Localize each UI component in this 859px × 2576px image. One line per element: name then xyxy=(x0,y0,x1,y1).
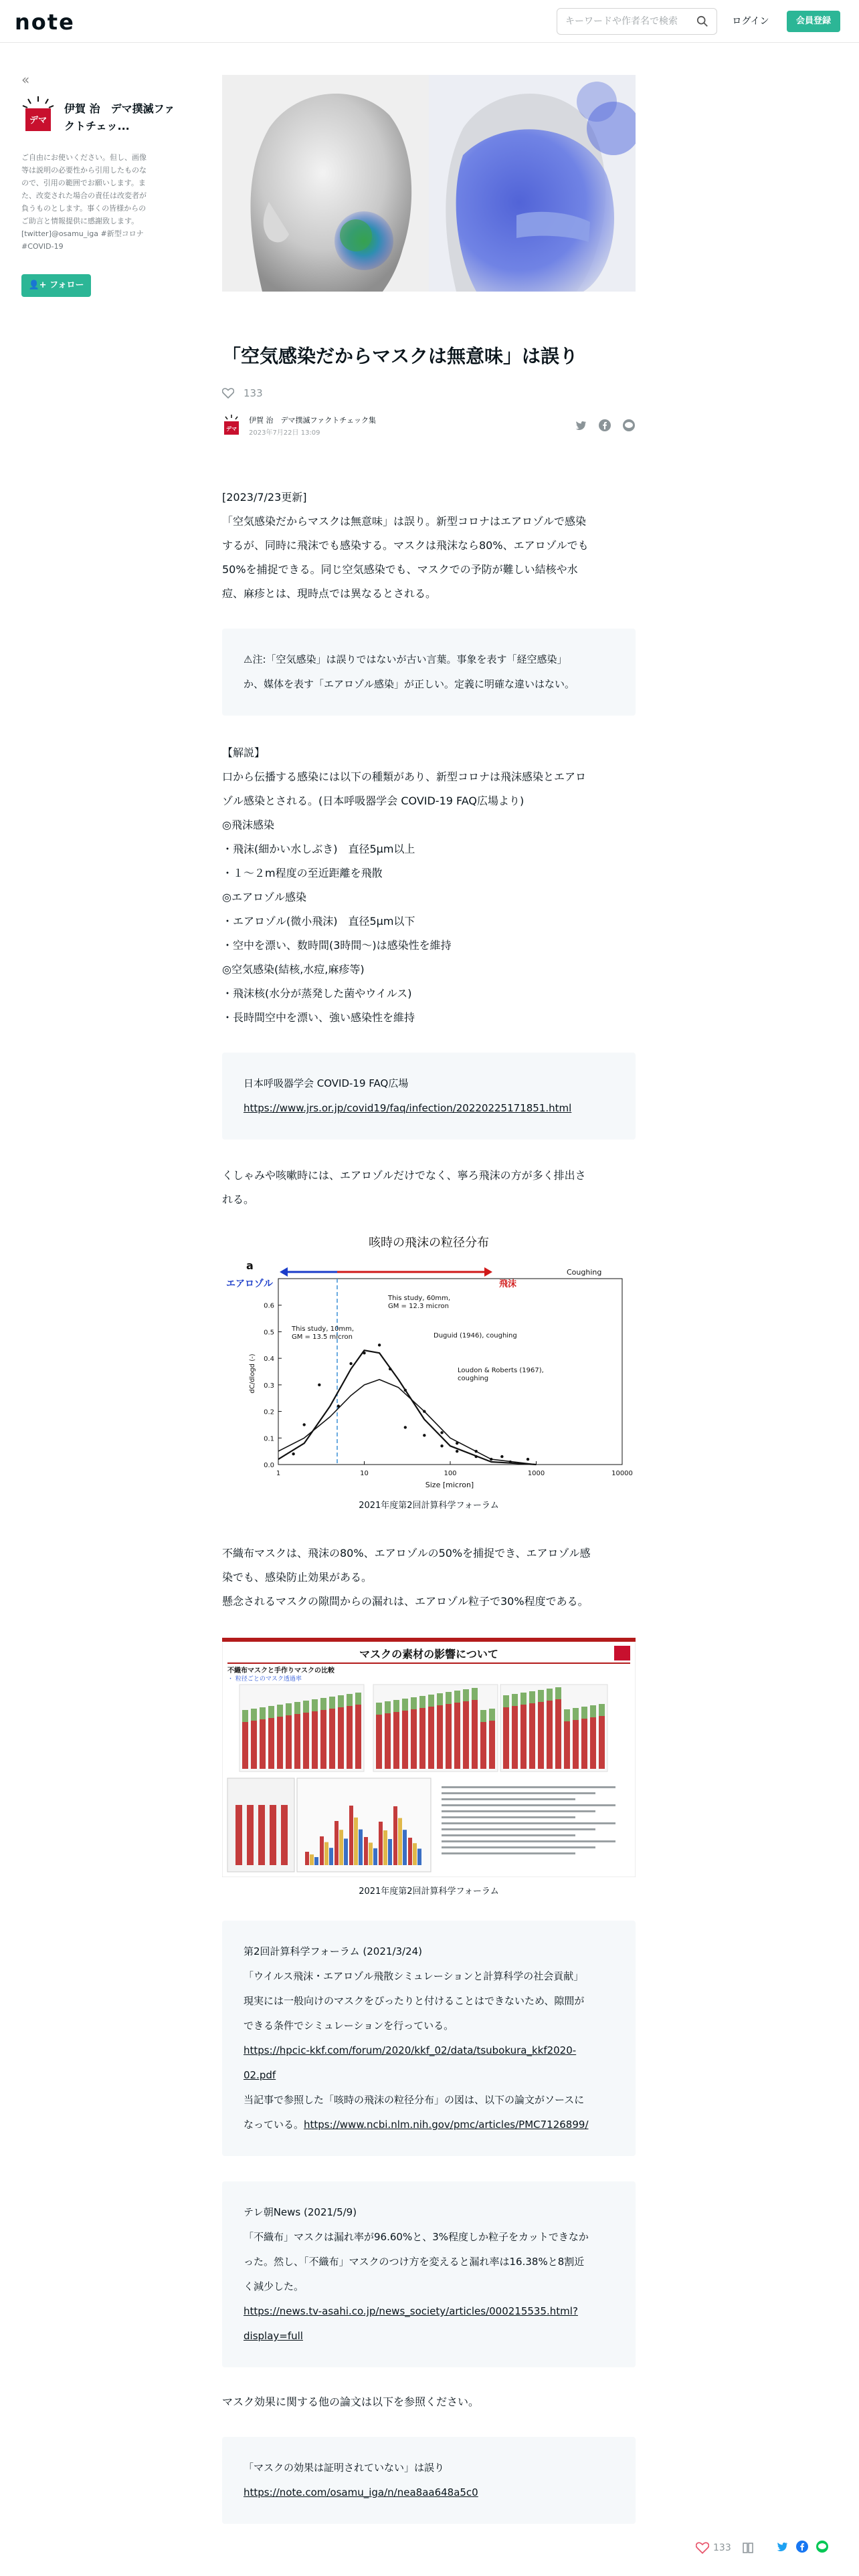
slide-bar-cap xyxy=(446,1692,452,1704)
line-icon[interactable] xyxy=(622,419,636,432)
slide-bar xyxy=(281,1805,288,1865)
author-avatar-small[interactable] xyxy=(222,415,241,436)
add-user-icon: 👤+ xyxy=(28,280,47,290)
figure1-caption: 2021年度第2回計算科学フォーラム xyxy=(359,1501,499,1511)
slide-bar-cap xyxy=(312,1699,318,1711)
particle-size-chart xyxy=(222,1230,636,1491)
slide-text-line xyxy=(442,1840,615,1842)
slide-bar-cap xyxy=(402,1699,408,1711)
slide-bar-cap xyxy=(277,1705,283,1717)
slide-bar xyxy=(555,1699,561,1769)
series-point-3 xyxy=(474,1455,477,1458)
slide-bar xyxy=(303,1713,309,1769)
follow-button[interactable]: 👤+ フォロー xyxy=(21,274,91,297)
slide-bar-cap xyxy=(320,1698,326,1710)
slide-bar-cap xyxy=(599,1704,605,1716)
series-point-2 xyxy=(349,1362,352,1365)
line-share-icon[interactable] xyxy=(816,2540,829,2556)
slide-bar-cap xyxy=(419,1696,425,1708)
slide-bar-cap xyxy=(268,1706,274,1718)
y-axis-label: dC/dlogd (-) xyxy=(249,1354,256,1394)
article-title: 「空気感染だからマスクは無意味」は誤り xyxy=(222,345,579,367)
slide-panel xyxy=(373,1685,498,1772)
slide-bar-cap xyxy=(489,1709,495,1721)
slide-bar xyxy=(446,1704,452,1769)
series-point-2 xyxy=(378,1344,381,1346)
series-point-2 xyxy=(527,1458,529,1461)
slide-bar xyxy=(369,1842,373,1865)
series-point-3 xyxy=(440,1444,443,1447)
slide-bar-cap xyxy=(529,1691,535,1703)
hero-image xyxy=(222,75,636,292)
slide-bar-cap xyxy=(480,1710,486,1722)
slide-bar xyxy=(454,1703,460,1769)
figure-mask-material xyxy=(222,1638,636,1897)
slide-bar xyxy=(472,1700,478,1769)
slide-bar xyxy=(417,1848,421,1865)
series-point-2 xyxy=(337,1404,340,1407)
search-box[interactable] xyxy=(557,8,717,35)
x-tick-label: 10 xyxy=(360,1470,369,1477)
like-count: 133 xyxy=(244,387,263,399)
slide-bar xyxy=(268,1718,274,1769)
slide-bar xyxy=(564,1721,570,1769)
slide-bar xyxy=(581,1719,587,1769)
slide-text-line xyxy=(442,1834,575,1836)
bottom-action-bar xyxy=(696,2535,856,2561)
login-button[interactable]: ログイン xyxy=(732,16,769,27)
mask-paragraph: 不織布マスクは、飛沫の80%、エアロゾルの50%を捕捉でき、エアロゾル感 染でも、感染防止効果がある。 懸念されるマスクの隙間からの漏れは、エアロゾル粒子で30%程度である。 xyxy=(222,1547,591,1608)
svg-text:マスクの素材の影響について: マスクの素材の影響について xyxy=(359,1648,498,1660)
slide-bar-cap xyxy=(503,1695,509,1707)
slide-bar xyxy=(344,1838,348,1865)
twitter-share-icon[interactable] xyxy=(775,2540,789,2556)
explanation-section: 【解説】 口から伝播する感染には以下の種類があり、新型コロナは飛沫感染とエアロ ゾル感染とされる。(日本呼吸器学会 COVID-19 FAQ広場より) ◎飛沫感染 ・飛沫(細かい水しぶき) 直径5μm以上 ・１〜２m程度の至近距離を飛散 ◎エアロゾル感染 ・エアロゾル(微小飛沫) 直径5μm以下 ・空中を漂い、数時間(3時間〜)は感染性を維持 ◎空気感染(結核,水痘,麻疹等) ・飛沫核(水分が蒸発した菌やウイルス) ・長時間空中を漂い、強い感染性を維持 xyxy=(222,746,587,1024)
slide-bar xyxy=(385,1713,391,1769)
slide-bar xyxy=(408,1838,412,1865)
x-tick-label: 1 xyxy=(276,1470,281,1477)
slide-bar xyxy=(355,1705,361,1769)
magazine-icon[interactable] xyxy=(742,2542,755,2554)
article xyxy=(222,75,636,2524)
slide-bar-cap xyxy=(573,1708,579,1720)
coughing-label: Coughing xyxy=(567,1268,602,1277)
droplet-label: 飛沫 xyxy=(499,1279,517,1289)
slide-bar xyxy=(347,1706,353,1769)
annotation-loudon: Loudon & Roberts (1967), xyxy=(458,1367,544,1374)
series-point-2 xyxy=(440,1431,443,1434)
series-point-2 xyxy=(474,1450,477,1453)
x-tick-label: 100 xyxy=(444,1470,457,1477)
sidebar-bio: ご自由にお使いください。但し、画像等は説明の必要性から引用したものなので、引用の範囲でお願いします。また、改変された場合の責任は改変者が負うものとします。事くの皆様からのご助言と情報提供に感謝致します。 [twitter]@osamu_iga #新型コロナ #COVID-19 xyxy=(21,153,147,251)
slide-bar xyxy=(520,1705,527,1769)
slide-bar xyxy=(547,1701,553,1769)
slide-bar xyxy=(312,1711,318,1769)
annotation-60mm-gm: GM = 12.3 micron xyxy=(388,1303,449,1310)
slide-text-line xyxy=(442,1828,595,1830)
y-tick-label: 0.0 xyxy=(264,1462,274,1469)
series-point-3 xyxy=(509,1461,512,1463)
y-tick-label: 0.4 xyxy=(264,1356,274,1364)
slide-bar xyxy=(480,1722,486,1769)
svg-text:デマ: デマ xyxy=(226,426,237,432)
author-avatar[interactable] xyxy=(21,96,55,134)
series-point-2 xyxy=(456,1442,458,1444)
reference-title: 「マスクの効果は証明されていない」は誤り xyxy=(244,2462,445,2474)
reference-link[interactable]: https://news.tv-asahi.co.jp/news_society/articles/000215535.html? xyxy=(244,2305,578,2317)
svg-text:・ 粒径ごとのマスク透過率: ・ 粒径ごとのマスク透過率 xyxy=(227,1676,302,1683)
slide-text-line xyxy=(442,1846,595,1848)
series-point-2 xyxy=(423,1410,425,1412)
slide-bar xyxy=(251,1721,257,1769)
series-point-3 xyxy=(423,1434,425,1436)
site-header xyxy=(0,0,859,43)
slide-bar xyxy=(320,1710,326,1769)
bottom-like-count: 133 xyxy=(713,2543,731,2553)
slide-bar xyxy=(512,1706,518,1769)
slide-bar xyxy=(294,1714,300,1769)
slide-bar xyxy=(339,1830,343,1865)
slide-bar-cap xyxy=(472,1688,478,1700)
facebook-icon[interactable] xyxy=(598,419,611,432)
slide-bar-cap xyxy=(385,1701,391,1713)
search-icon[interactable] xyxy=(696,15,708,27)
slide-bar-cap xyxy=(564,1709,570,1721)
slide-bar xyxy=(413,1843,417,1865)
slide-text-line xyxy=(442,1810,595,1812)
slide-bar-cap xyxy=(294,1702,300,1714)
slide-bar xyxy=(260,1719,266,1769)
slide-bar-cap xyxy=(347,1694,353,1706)
annotation-loudon-2: coughing xyxy=(458,1375,489,1382)
slide-bar xyxy=(599,1716,605,1769)
slide-bar-cap xyxy=(251,1709,257,1721)
slide-bar-cap xyxy=(393,1700,399,1712)
slide-bar xyxy=(310,1854,314,1865)
reference-block-note xyxy=(222,2437,636,2524)
slide-bar xyxy=(242,1722,248,1769)
author-name[interactable]: 伊賀 治 デマ撲滅ファクトチェック集 xyxy=(249,416,376,425)
series-point-3 xyxy=(490,1458,492,1461)
slide-bar xyxy=(393,1806,397,1865)
note-logo[interactable]: note xyxy=(15,9,75,35)
slide-bar xyxy=(354,1818,358,1865)
aerosol-label: エアロゾル xyxy=(226,1279,273,1289)
slide-bar-cap xyxy=(463,1689,469,1701)
y-tick-label: 0.3 xyxy=(264,1382,274,1390)
slide-bar xyxy=(503,1707,509,1769)
reference-block-jrs xyxy=(222,1053,636,1140)
slide-bar-cap xyxy=(538,1690,544,1702)
panel-label: a xyxy=(246,1259,254,1272)
series-point-2 xyxy=(302,1423,305,1426)
reference-link-cont[interactable]: 02.pdf xyxy=(244,2069,276,2081)
annotation-60mm: This study, 60mm, xyxy=(388,1295,451,1302)
collapse-icon[interactable]: « xyxy=(21,72,30,88)
slide-text-line xyxy=(442,1816,575,1818)
slide-bar xyxy=(419,1708,425,1769)
intro-paragraph: [2023/7/23更新] 「空気感染だからマスクは無意味」は誤り。新型コロナはエアロゾルで感染 するが、同時に飛沫でも感染する。マスクは飛沫なら80%、エアロゾルでも 50%を捕捉できる。同じ空気感染でも、マスクでの予防が難しい結核や水 痘、麻疹とは、現時点では異なるとされる。 xyxy=(222,491,589,600)
slide-bar-cap xyxy=(411,1697,417,1709)
slide-bar xyxy=(324,1842,328,1865)
slide-text-line xyxy=(442,1852,575,1854)
slide-bar xyxy=(286,1715,292,1769)
slide-bar-cap xyxy=(286,1703,292,1715)
note-block: ⚠︎注:「空気感染」は誤りではないが古い言葉。事象を表す「経空感染」 か、媒体を表す「エアロゾル感染」が正しい。定義に明確な違いはない。 xyxy=(222,629,636,716)
slide-bar xyxy=(235,1805,242,1865)
series-point-3 xyxy=(456,1450,458,1453)
y-tick-label: 0.6 xyxy=(264,1302,274,1310)
reference-block-tvasahi: テレ朝News (2021/5/9) 「不織布」マスクは漏れ率が96.60%と、3%程度しか粒子をカットできなか った。然し、「不織布」マスクのつけ方を変えると漏れ率は16.38%と8割近 く減少した。 https://news.tv-asahi.co.jp/news_society/articles/000215535.html? display=full xyxy=(222,2181,636,2367)
slide-bar-cap xyxy=(590,1705,596,1717)
slide-bar xyxy=(383,1830,387,1865)
slide-bar xyxy=(364,1837,368,1865)
slide-bar xyxy=(428,1707,434,1769)
reference-link[interactable]: https://hpcic-kkf.com/forum/2020/kkf_02/data/tsubokura_kkf2020- xyxy=(244,2044,577,2056)
facebook-share-icon[interactable] xyxy=(795,2540,809,2556)
slide-bar xyxy=(329,1848,333,1865)
series-point-2 xyxy=(500,1455,503,1458)
slide-bar xyxy=(359,1830,363,1865)
slide-bar-cap xyxy=(581,1707,587,1719)
slide-bar xyxy=(529,1703,535,1769)
figure-particle-size xyxy=(222,1230,636,1511)
y-tick-label: 0.5 xyxy=(264,1329,274,1337)
slide-bar xyxy=(393,1712,399,1769)
slide-bar xyxy=(573,1720,579,1769)
slide-bar xyxy=(590,1717,596,1769)
slide-text-line xyxy=(442,1786,615,1788)
series-point-2 xyxy=(318,1384,320,1386)
slide-bar xyxy=(329,1709,335,1769)
annotation-10mm-gm: GM = 13.5 micron xyxy=(292,1333,353,1341)
slide-bar-cap xyxy=(437,1693,443,1705)
search-input[interactable] xyxy=(565,9,696,34)
series-point-2 xyxy=(404,1389,407,1392)
svg-text:不織布マスクと手作りマスクの比較: 不織布マスクと手作りマスクの比較 xyxy=(227,1667,335,1675)
slide-bar-cap xyxy=(303,1701,309,1713)
series-point-2 xyxy=(389,1368,391,1370)
cough-paragraph: くしゃみや咳嗽時には、エアロゾルだけでなく、寧ろ飛沫の方が多く排出さ れる。 xyxy=(222,1169,586,1206)
series-point-2 xyxy=(363,1352,365,1354)
series-point-2 xyxy=(292,1453,294,1455)
sidebar-author-name[interactable]: 伊賀 治 デマ撲滅ファクトチェッ... xyxy=(64,102,175,132)
other-papers-text: マスク効果に関する他の論文は以下を参照ください。 xyxy=(222,2395,480,2408)
reference-link[interactable]: https://www.jrs.or.jp/covid19/faq/infection/20220225171851.html xyxy=(244,1102,572,1114)
slide-bar xyxy=(402,1711,408,1769)
heart-icon[interactable] xyxy=(222,388,234,399)
slide-bar xyxy=(379,1822,383,1865)
slide-bar xyxy=(373,1848,377,1865)
slide-bar xyxy=(335,1821,339,1865)
slide-bar xyxy=(277,1717,283,1769)
slide-bar-cap xyxy=(555,1687,561,1699)
slide-bar xyxy=(338,1707,344,1769)
slide-bar xyxy=(463,1701,469,1769)
slide-text-line xyxy=(442,1804,615,1806)
heart-icon[interactable] xyxy=(696,2542,709,2554)
series-point-3 xyxy=(404,1426,407,1428)
slide-bar xyxy=(403,1830,407,1865)
author-row xyxy=(222,412,636,439)
reference-title: 第2回計算科学フォーラム (2021/3/24) xyxy=(244,1945,423,1957)
annotation-10mm: This study, 10mm, xyxy=(292,1325,355,1333)
share-icons xyxy=(574,419,636,432)
slide-bar xyxy=(320,1836,324,1865)
slide-bar-cap xyxy=(547,1689,553,1701)
slide-panel xyxy=(240,1685,364,1772)
slide-bar-cap xyxy=(376,1703,382,1715)
signup-button[interactable]: 会員登録 xyxy=(787,11,840,32)
slide-bar xyxy=(411,1709,417,1769)
slide-bar-cap xyxy=(454,1691,460,1703)
x-axis-label: Size [micron] xyxy=(425,1481,474,1489)
slide-bar xyxy=(388,1839,392,1865)
slide-bar-cap xyxy=(355,1693,361,1705)
slide-text-line xyxy=(442,1798,575,1800)
slide-text-line xyxy=(442,1822,615,1824)
like-area xyxy=(222,385,636,401)
annotation-duguid: Duguid (1946), coughing xyxy=(434,1332,517,1339)
x-tick-label: 1000 xyxy=(527,1470,545,1477)
slide-bar xyxy=(349,1806,353,1865)
reference-title: 日本呼吸器学会 COVID-19 FAQ広場 xyxy=(244,1077,409,1089)
slide-bar-cap xyxy=(512,1694,518,1706)
slide-bar-cap xyxy=(242,1710,248,1722)
slide-bar xyxy=(247,1805,254,1865)
twitter-icon[interactable] xyxy=(574,419,587,432)
slide-bar xyxy=(258,1805,265,1865)
y-tick-label: 0.1 xyxy=(264,1435,274,1443)
slide-text-line xyxy=(442,1792,595,1794)
slide-bar-cap xyxy=(260,1707,266,1719)
reference-title: テレ朝News (2021/5/9) xyxy=(244,2206,357,2218)
reference-block-forum: 第2回計算科学フォーラム (2021/3/24) 「ウイルス飛沫・エアロゾル飛散シミュレーションと計算科学の社会貢献」 現実には一般向けのマスクをぴったりと付けることはできないため、隙間が できる条件でシミュレーションを行っている。 https://hpcic-kkf.com/forum/2020/kkf_02/data/tsubokura_kkf2020- 02.pdf 当記事で参照した「咳時の飛沫の粒径分布」の図は、以下の論文がソースに なっている。https://www.ncbi.nlm.nih.gov/pmc/articles/PMC7126899/ xyxy=(222,1921,636,2156)
svg-text:デマ: デマ xyxy=(29,116,47,126)
slide-bar-cap xyxy=(428,1695,434,1707)
slide-bar xyxy=(305,1852,309,1865)
reference-link[interactable]: https://note.com/osamu_iga/n/nea8aa648a5c0 xyxy=(244,2486,478,2498)
y-tick-label: 0.2 xyxy=(264,1408,274,1416)
slide-bar xyxy=(437,1705,443,1769)
mask-material-slide xyxy=(222,1638,636,1877)
slide-bar xyxy=(376,1715,382,1769)
slide-bar-cap xyxy=(329,1697,335,1709)
slide-bar xyxy=(398,1818,402,1865)
x-tick-label: 10000 xyxy=(611,1470,633,1477)
slide-bar xyxy=(314,1857,318,1865)
slide-bar xyxy=(489,1721,495,1769)
publish-date: 2023年7月22日 13:09 xyxy=(249,429,320,437)
slide-bar xyxy=(538,1702,544,1769)
reference-link-cont[interactable]: display=full xyxy=(244,2330,303,2342)
slide-bar-cap xyxy=(520,1693,527,1705)
figure2-caption: 2021年度第2回計算科学フォーラム xyxy=(359,1887,499,1897)
paper-link[interactable]: https://www.ncbi.nlm.nih.gov/pmc/articles/PMC7126899/ xyxy=(304,2119,589,2131)
chart-title: 咳時の飛沫の粒径分布 xyxy=(369,1236,489,1250)
slide-bar xyxy=(270,1805,276,1865)
slide-bar-cap xyxy=(338,1695,344,1707)
